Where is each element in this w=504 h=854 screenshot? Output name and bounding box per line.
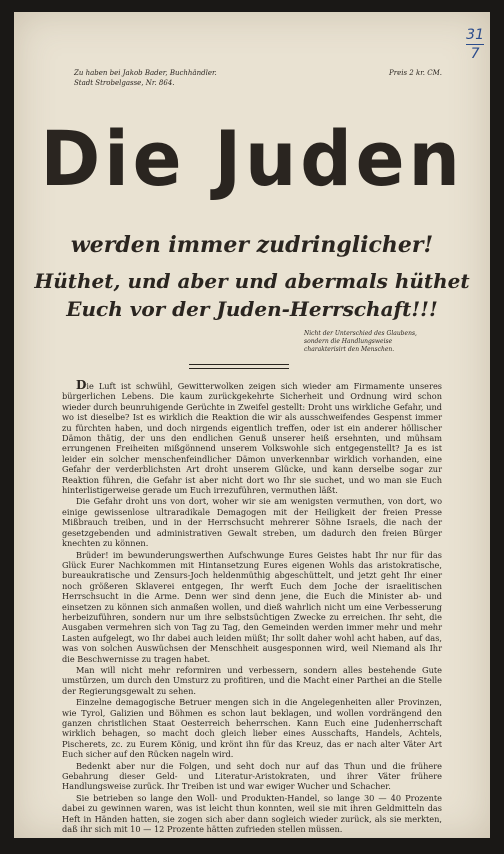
price: Preis 2 kr. CM. xyxy=(389,69,442,77)
subtitle-3: Euch vor der Juden-Herrschaft!!! xyxy=(66,297,438,321)
paragraph-6: Bedenkt aber nur die Folgen, und seht doch nur auf das Thun und die frühere Gebahrung dieser Geld- und Literatur-Aristokraten, und ihrer Väter frühere Handlungsweise zurück. Ihr Treiben ist und war ewiger Wucher und Schacher. xyxy=(62,760,442,792)
publisher-line2: Stadt Strobelgasse, Nr. 864. xyxy=(74,79,175,87)
paragraph-2: Die Gefahr droht uns von dort, woher wir sie am wenigsten vermuthen, von dort, wo einige gewissenlose ultraradikale Demagogen mit der Heiligkeit der freien Presse Mißbrauch treiben, und in der Herrschsucht mehrerer Söhne Israels, die nach der gesetzgebenden und administrativen Gewalt streben, um dadurch den freien Bürger knechten zu können. xyxy=(62,496,442,549)
divider xyxy=(189,364,289,369)
archive-number xyxy=(466,26,484,63)
subtitle-2: Hüthet, und aber und abermals hüthet xyxy=(34,269,470,293)
body-text xyxy=(62,380,442,835)
paragraph-3: Brüder! im bewunderungswerthen Aufschwunge Eures Geistes habt Ihr nur für das Glück Eurer Nachkommen mit Hintansetzung Eures eigenen Wohls das aristokratische, bureaukratische und Zensurs-Joch heldenmüthig abgeschüttelt, und jetzt geht Ihr einer noch größeren Sklaverei entgegen, Ihr werft Euch dem Joche der israelitischen Herrschsucht in die Arme. Denn wer sind denn jene, die Euch die Minister ab- und einsetzen zu können sich anmaßen wollen, und dieß wahrlich nicht um eine Verbesserung herbeizuführen, sondern nur um ihre selbstsüchtigen Zwecke zu erreichen. Ihr seht, die Ausgaben vermehren sich von Tag zu Tag, den Gemeinden werden immer mehr und mehr Lasten aufgelegt, wo Ihr dabei auch leiden müßt; Ihr sollt daher wohl acht haben, auf das, was von solchen Auswüchsen der Menschheit ausgesponnen wird, weil Niemand als Ihr die Beschwernisse zu tragen habet. xyxy=(62,549,442,664)
subtitle-1: werden immer zudringlicher! xyxy=(70,232,434,258)
paragraph-1: Die Luft ist schwühl, Gewitterwolken zeigen sich wieder am Firmamente unseres bürgerlichen Lebens. Die kaum zurückgekehrte Sicherheit und Ordnung wird schon wieder durch beunruhigende Gerüchte in Zweifel gestellt: Droht uns wirkliche Gefahr, und wo ist dieselbe? Ist es wirklich die Reaktion die wir als ausschweifendes Gespenst immer zu fürchten haben, und doch nirgends eigentlich treffen, oder ist ein anderer höllischer Dämon thätig, der uns den endlichen Genuß unserer heiß ersehnten, und mühsam errungenen Freiheiten mißgönnend unserem Volkswohle sich entgegenstellt? Ja es ist leider ein solcher menschenfeindlicher Dämon unverkennbar wirklich vorhanden, eine Gefahr der verderblichsten Art droht unserem Glücke, und kann derselbe sogar zur Reaktion führen, die Gefahr ist aber nicht dort wo Ihr sie suchet, und wo man sie Euch hinterlistigerweise gerade um Euch irrezuführen, vermuthen läßt. xyxy=(62,378,442,496)
publisher-line1: Zu haben bei Jakob Bader, Buchhändler. xyxy=(74,69,217,77)
document-page xyxy=(14,12,490,838)
paragraph-4: Man will nicht mehr reformiren und verbessern, sondern alles bestehende Gute umstürzen, um durch den Umsturz zu profitiren, und die Macht einer Parthei an die Stelle der Regierungsgewalt zu sehen. xyxy=(62,664,442,696)
publisher-info xyxy=(74,68,217,88)
header-row xyxy=(74,68,442,88)
main-title: Die Juden xyxy=(40,114,464,203)
archive-number-line1: 31 xyxy=(466,27,484,43)
archive-number-line2: 7 xyxy=(466,44,484,63)
paragraph-5: Einzelne demagogische Betruer mengen sich in die Angelegenheiten aller Provinzen, wie Tyrol, Galizien und Böhmen es schon laut beklagen, und wollen vordrängend den ganzen christlichen Staat Oesterreich beherrschen. Kann Euch eine Judenherrschaft wirklich behagen, so macht doch gleich lieber eines Ausschafts, Handels, Achtels, Pischerets, zc. zu Eurem König, und krönt ihn für das Kreuz, das er nach alter Väter Art Euch sicher auf den Rücken nageln wird. xyxy=(62,697,442,760)
motto: Nicht der Unterschied des Glaubens, sondern die Handlungsweise charakterisirt den Menschen. xyxy=(304,330,417,353)
paragraph-7: Sie betrieben so lange den Woll- und Produkten-Handel, so lange 30 — 40 Prozente dabei zu gewinnen waren, was ist leicht thun konnten, weil sie mit ihren Geldmitteln das Heft in Händen hatten, sie zogen sich aber dann sogleich wieder zurück, als sie merkten, daß ihr sich mit 10 — 12 Prozente hätten zufrieden stellen müssen. xyxy=(62,792,442,835)
